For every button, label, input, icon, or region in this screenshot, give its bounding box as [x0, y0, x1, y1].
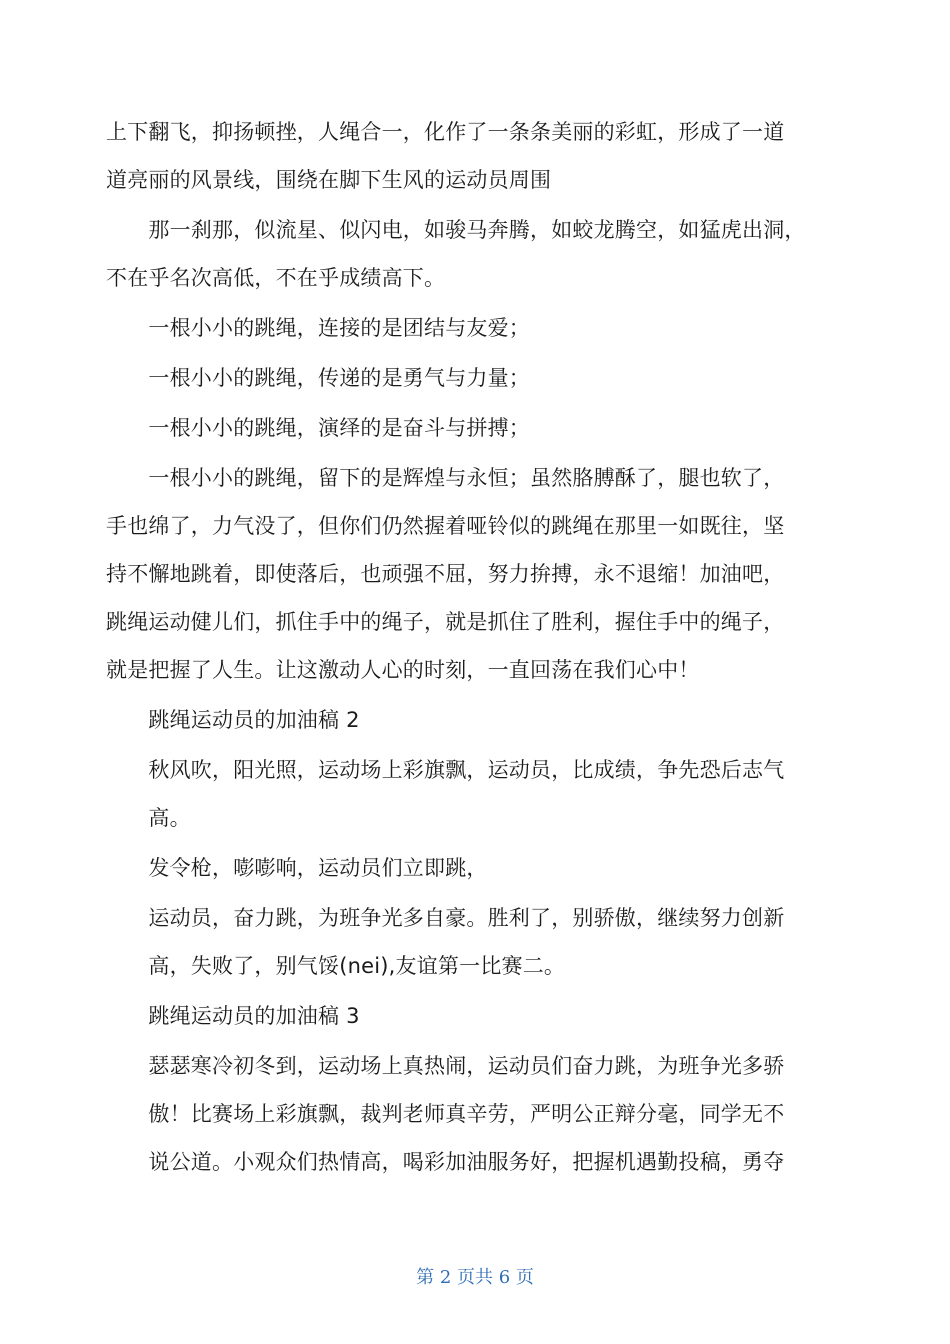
text-line: 一根小小的跳绳，传递的是勇气与力量； — [106, 366, 530, 390]
text-line: 道亮丽的风景线，围绕在脚下生风的运动员周围 — [106, 168, 552, 192]
paragraph — [106, 108, 784, 204]
paragraph — [106, 454, 784, 694]
paragraph — [106, 404, 530, 452]
text-line: 秋风吹，阳光照，运动场上彩旗飘，运动员，比成绩，争先恐后志气 — [106, 758, 785, 782]
paragraph — [106, 1042, 784, 1186]
text-line: 一根小小的跳绳，留下的是辉煌与永恒；虽然胳膊酥了，腿也软了， — [106, 466, 785, 490]
text-line: 傲！比赛场上彩旗飘，裁判老师真辛劳，严明公正辩分毫，同学无不 — [106, 1102, 785, 1126]
text-line: 不在乎名次高低，不在乎成绩高下。 — [106, 266, 446, 290]
text-line: 一根小小的跳绳，演绎的是奋斗与拼搏； — [106, 416, 530, 440]
text-line: 一根小小的跳绳，连接的是团结与友爱； — [106, 316, 530, 340]
text-line: 上下翻飞，抑扬顿挫，人绳合一，化作了一条条美丽的彩虹，形成了一道 — [106, 120, 785, 144]
page-footer: 第 2 页共 6 页 — [416, 1267, 534, 1288]
paragraph — [106, 206, 806, 302]
text-line: 运动员，奋力跳，为班争光多自豪。胜利了，别骄傲，继续努力创新 — [106, 906, 785, 930]
paragraph — [106, 304, 530, 352]
text-line: 跳绳运动健儿们，抓住手中的绳子，就是抓住了胜利，握住手中的绳子， — [106, 610, 785, 634]
text-line: 跳绳运动员的加油稿 3 — [106, 1004, 360, 1028]
paragraph — [106, 844, 488, 892]
text-line: 高。 — [106, 806, 191, 830]
paragraph — [106, 746, 784, 842]
text-line: 那一刹那，似流星、似闪电，如骏马奔腾，如蛟龙腾空，如猛虎出洞， — [106, 218, 806, 242]
paragraph — [106, 992, 360, 1040]
text-line: 持不懈地跳着，即使落后，也顽强不屈，努力拚搏，永不退缩！加油吧， — [106, 562, 785, 586]
text-line: 手也绵了，力气没了，但你们仍然握着哑铃似的跳绳在那里一如既往，坚 — [106, 514, 785, 538]
text-line: 就是把握了人生。让这激动人心的时刻，一直回荡在我们心中！ — [106, 658, 700, 682]
text-line: 跳绳运动员的加油稿 2 — [106, 708, 360, 732]
text-line: 说公道。小观众们热情高，喝彩加油服务好，把握机遇勤投稿，勇夺 — [106, 1150, 785, 1174]
paragraph — [106, 894, 784, 990]
text-line: 高，失败了，别气馁(nei),友谊第一比赛二。 — [106, 954, 566, 978]
paragraph — [106, 696, 360, 744]
paragraph — [106, 354, 530, 402]
text-line: 发令枪，嘭嘭响，运动员们立即跳， — [106, 856, 488, 880]
text-line: 瑟瑟寒冷初冬到，运动场上真热闹，运动员们奋力跳，为班争光多骄 — [106, 1054, 785, 1078]
